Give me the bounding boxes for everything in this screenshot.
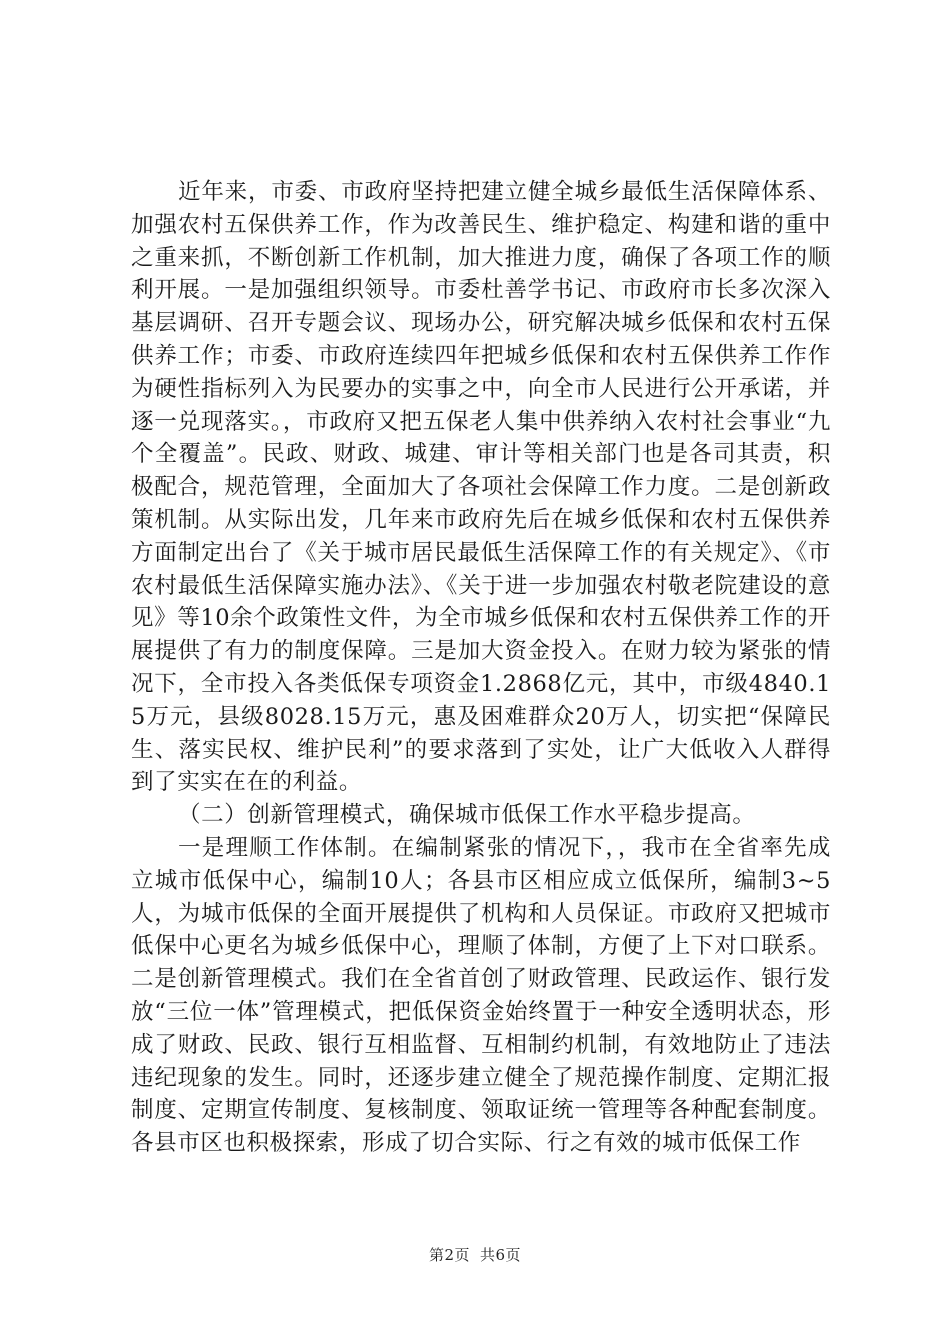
page-number-current: 第2页 [428, 1246, 470, 1264]
paragraph-3: 一是理顺工作体制。在编制紧张的情况下，，我市在全省率先成立城市低保中心，编制10人；各县市区相应成立低保所，编制3~5人，为城市低保的全面开展提供了机构和人员保证。市政府又把城市低保中心更名为城乡低保中心，理顺了体制，方便了上下对口联系。二是创新管理模式。我们在全省首创了财政管理、民政运作、银行发放“三位一体”管理模式，把低保资金始终置于一种安全透明状态，形成了财政、民政、银行互相监督、互相制约机制，有效地防止了违法违纪现象的发生。同时，还逐步建立健全了规范操作制度、定期汇报制度、定期宣传制度、复核制度、领取证统一管理等各种配套制度。各县市区也积极探索，形成了切合实际、行之有效的城市低保工作 [131, 834, 831, 1157]
page-footer [0, 1244, 950, 1265]
paragraph-1: 近年来，市委、市政府坚持把建立健全城乡最低生活保障体系、加强农村五保供养工作，作为改善民生、维护稳定、构建和谐的重中之重来抓，不断创新工作机制，加大推进力度，确保了各项工作的顺利开展。一是加强组织领导。市委杜善学书记、市政府市长多次深入基层调研、召开专题会议、现场办公，研究解决城乡低保和农村五保供养工作；市委、市政府连续四年把城乡低保和农村五保供养工作作为硬性指标列入为民要办的实事之中，向全市人民进行公开承诺，并逐一兑现落实。，市政府又把五保老人集中供养纳入农村社会事业“九个全覆盖”。民政、财政、城建、审计等相关部门也是各司其责，积极配合，规范管理，全面加大了各项社会保障工作力度。二是创新政策机制。从实际出发，几年来市政府先后在城乡低保和农村五保供养方面制定出台了《关于城市居民最低生活保障工作的有关规定》、《市农村最低生活保障实施办法》、《关于进一步加强农村敬老院建设的意见》等10余个政策性文件，为全市城乡低保和农村五保供养工作的开展提供了有力的制度保障。三是加大资金投入。在财力较为紧张的情况下，全市投入各类低保专项资金1.2868亿元，其中，市级4840.15万元，县级8028.15万元，惠及困难群众20万人，切实把“保障民生、落实民权、维护民利”的要求落到了实处，让广大低收入人群得到了实实在在的利益。 [131, 179, 831, 796]
paragraph-2-heading: （二）创新管理模式，确保城市低保工作水平稳步提高。 [178, 802, 756, 829]
document-body [131, 176, 831, 1160]
page-number-total: 共6页 [480, 1246, 522, 1264]
